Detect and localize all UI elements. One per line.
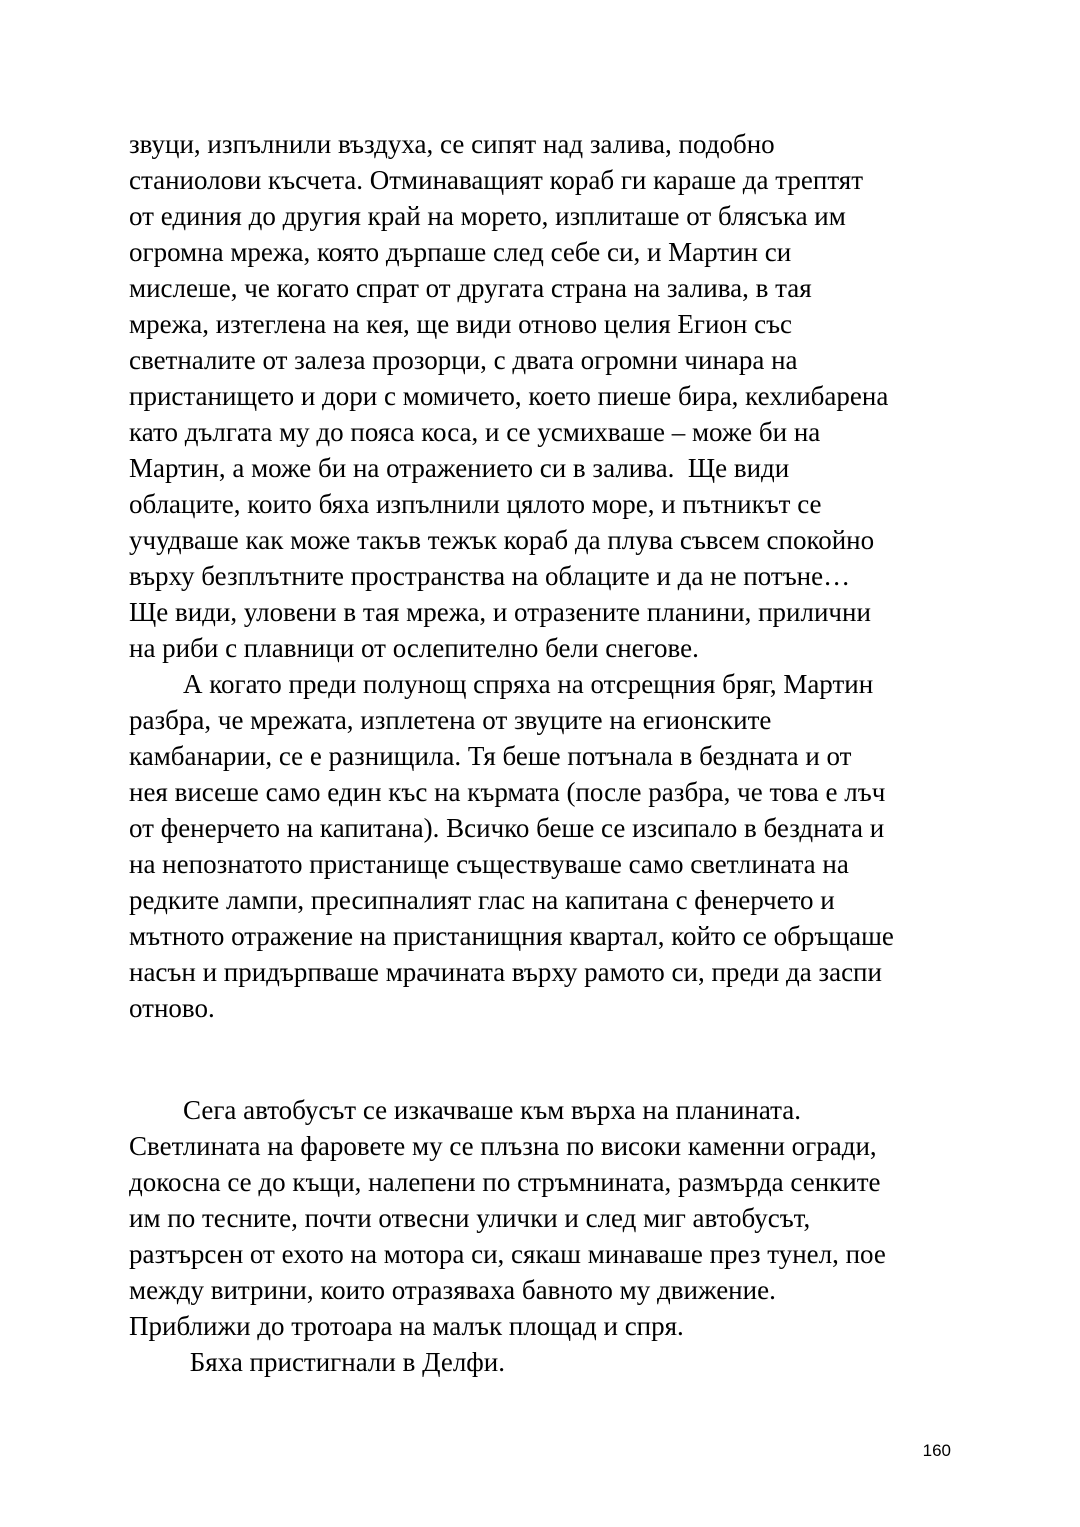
text-line: разтърсен от ехото на мотора си, сякаш минаваше през тунел, пое: [129, 1239, 886, 1269]
text-line: Ще види, уловени в тая мрежа, и отразените планини, прилични: [129, 597, 871, 627]
text-line: от фенерчето на капитана). Всичко беше се изсипало в бездната и: [129, 813, 885, 843]
text-line: учудваше как може такъв тежък кораб да плува съвсем спокойно: [129, 525, 875, 555]
text-line: върху безплътните пространства на облаците и да не потъне…: [129, 561, 851, 591]
text-line: Приближи до тротоара на малък площад и спря.: [129, 1311, 684, 1341]
text-line: на непознатото пристанище съществуваше само светлината на: [129, 849, 849, 879]
text-line: разбра, че мрежата, изплетена от звуците на егионските: [129, 705, 772, 735]
text-line: на риби с плавници от ослепително бели снегове.: [129, 633, 699, 663]
text-line: докосна се до къщи, налепени по стръмнината, размърда сенките: [129, 1167, 881, 1197]
text-line: Сега автобусът се изкачваше към върха на планината.: [129, 1095, 802, 1125]
text-line: огромна мрежа, която дърпаше след себе си, и Мартин си: [129, 237, 792, 267]
text-line: пристанището и дори с момичето, което пиеше бира, кехлибарена: [129, 381, 889, 411]
text-line: редките лампи, пресипналият глас на капитана с фенерчето и: [129, 885, 835, 915]
text-line: Мартин, а може би на отражението си в залива. Ще види: [129, 453, 790, 483]
text-line: между витрини, които отразяваха бавното му движение.: [129, 1275, 776, 1305]
text-line: станиолови късчета. Отминаващият кораб ги караше да трептят: [129, 165, 863, 195]
text-line: А когато преди полунощ спряха на отсрещния бряг, Мартин: [129, 669, 874, 699]
text-line: Светлината на фаровете му се плъзна по високи каменни огради,: [129, 1131, 877, 1161]
text-line: камбанарии, се е разнищила. Тя беше потънала в бездната и от: [129, 741, 852, 771]
text-line: мрежа, изтеглена на кея, ще види отново целия Егион със: [129, 309, 793, 339]
text-line: светналите от залеза прозорци, с двата огромни чинара на: [129, 345, 798, 375]
text-section-1: [129, 126, 1009, 1026]
text-line: Бяха пристигнали в Делфи.: [129, 1347, 505, 1377]
text-line: им по тесните, почти отвесни улички и след миг автобусът,: [129, 1203, 811, 1233]
text-line: отново.: [129, 993, 215, 1023]
text-section-2: [129, 1092, 1009, 1380]
text-line: мътното отражение на пристанищния квартал, който се обръщаше: [129, 921, 894, 951]
text-line: от единия до другия край на морето, изплиташе от блясъка им: [129, 201, 846, 231]
text-line: като дългата му до пояса коса, и се усмихваше – може би на: [129, 417, 821, 447]
text-line: нея висеше само един къс на кърмата (после разбра, че това е лъч: [129, 777, 886, 807]
text-line: облаците, които бяха изпълнили цялото море, и пътникът се: [129, 489, 822, 519]
page-number: 160: [922, 1441, 951, 1460]
text-line: мислеше, че когато спрат от другата страна на залива, в тая: [129, 273, 812, 303]
text-line: насън и придърпваше мрачината върху рамото си, преди да заспи: [129, 957, 882, 987]
text-line: звуци, изпълнили въздуха, се сипят над залива, подобно: [129, 129, 775, 159]
